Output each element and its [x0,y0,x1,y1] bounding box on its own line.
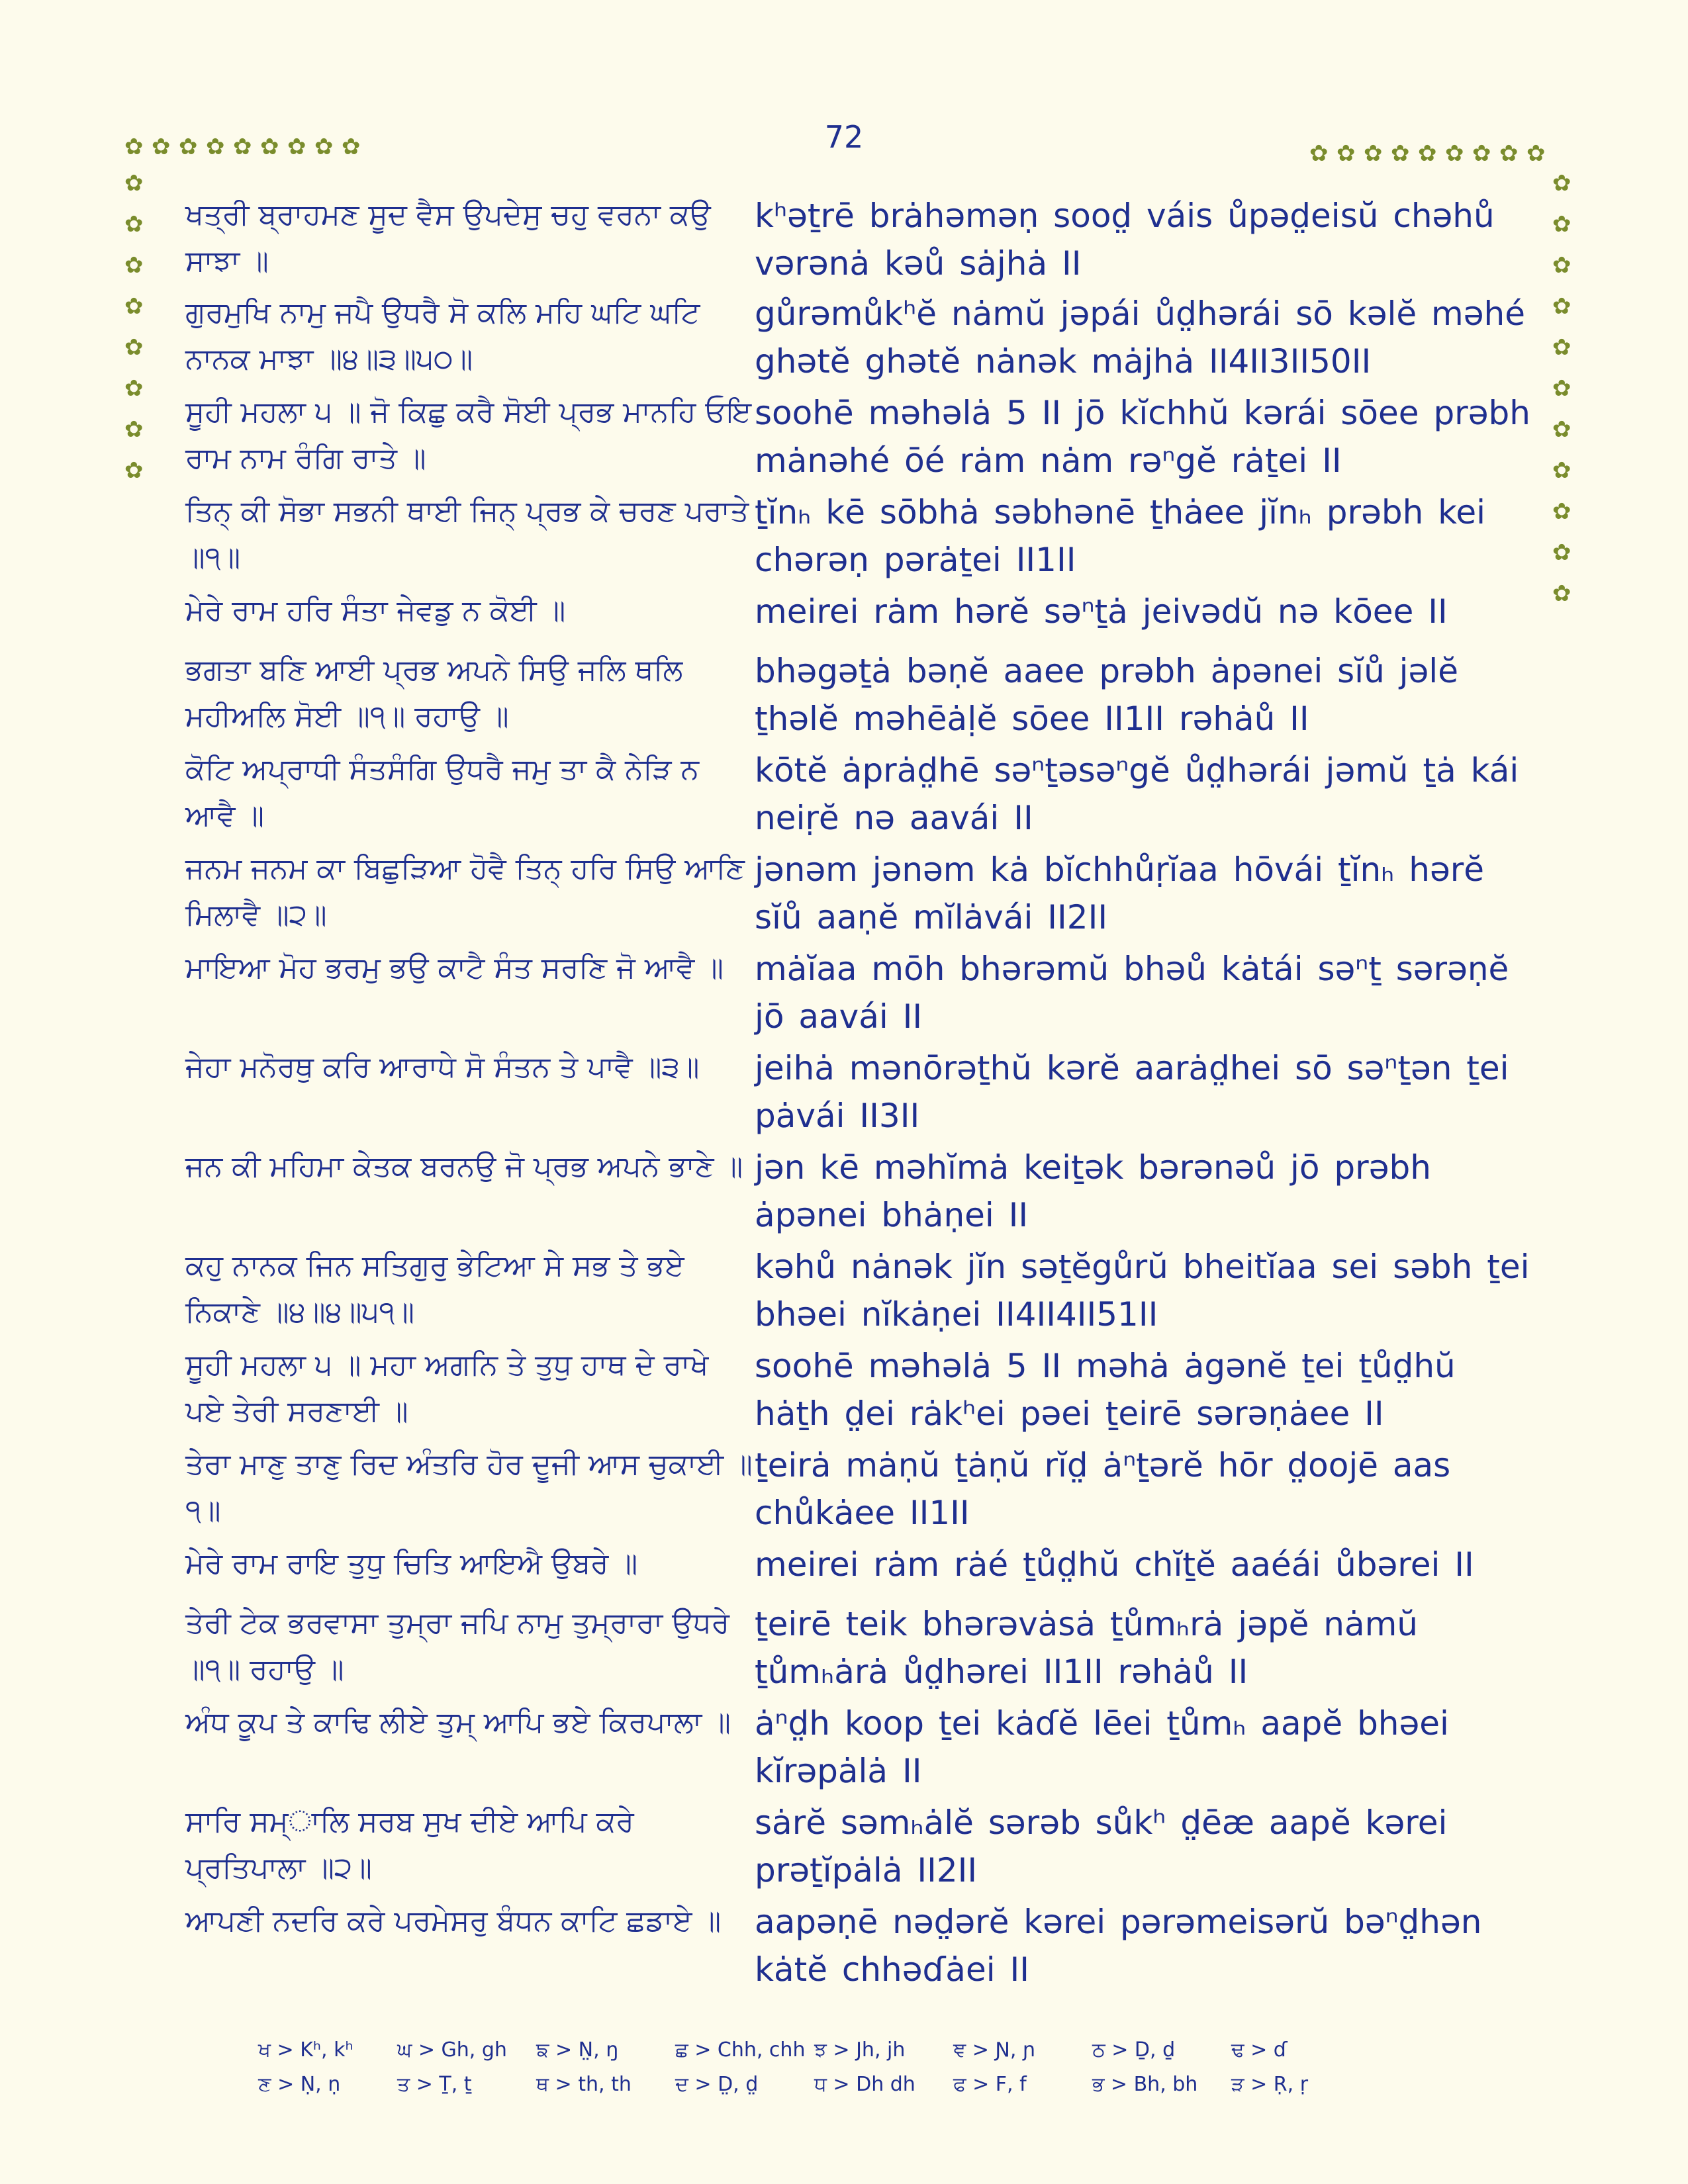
transliteration-text: meirei rȧm rȧé ṯůd̤hŭ chĭṯĕ aaéái ůbərei II [755,1545,1474,1584]
verse-table [185,192,1536,1997]
verse-row [185,647,1536,747]
flower-ornament-icon: ✿ [124,252,144,279]
transliteration-text: ṯĭnₕ kē sōbhȧ səbhənē ṯhȧee jĭnₕ prəbh kei chərəṇ pərȧṯei II1II [755,493,1485,579]
flower-ornament-icon: ✿ [124,334,144,361]
gurmukhi-text: ਸੂਹੀ ਮਹਲਾ ੫ ॥ ਮਹਾ ਅਗਨਿ ਤੇ ਤੁਧੁ ਹਾਥ ਦੇ ਰਾਖੇ ਪਏ ਤੇਰੀ ਸਰਣਾਈ ॥ [185,1348,709,1428]
key-item: ਖ > Kʰ, kʰ [258,2038,353,2062]
flower-ornament-icon: ✿ [179,134,198,160]
gurmukhi-text: ਜੇਹਾ ਮਨੋਰਥੁ ਕਰਿ ਆਰਾਧੇ ਸੋ ਸੰਤਨ ਤੇ ਪਾਵੈ ॥੩॥ [185,1050,700,1084]
transliteration-key [258,2038,1450,2107]
transliteration-text: kʰəṯrē brȧhəməṇ sood̤ váis ůpəd̤eisŭ chəhů vərənȧ kəů sȧjhȧ II [755,197,1495,283]
gurmukhi-text: ਕਹੁ ਨਾਨਕ ਜਿਨ ਸਤਿਗੁਰੁ ਭੇਟਿਆ ਸੇ ਸਭ ਤੇ ਭਏ ਨਿਕਾਣੇ ॥੪॥੪॥੫੧॥ [185,1249,684,1329]
flower-ornament-icon: ✿ [1364,140,1383,167]
flower-ornament-icon: ✿ [124,170,144,197]
verse-row [185,1243,1536,1342]
flower-ornament-icon: ✿ [1309,140,1329,167]
flower-ornament-icon: ✿ [124,211,144,238]
gurmukhi-text: ਸਾਰਿ ਸਮ੍ਾਲਿ ਸਰਬ ਸੁਖ ਦੀਏ ਆਪਿ ਕਰੇ ਪ੍ਰਤਿਪਾਲਾ ॥੨॥ [185,1805,634,1885]
flower-ornament-icon: ✿ [1499,140,1519,167]
flower-ornament-icon: ✿ [342,134,361,160]
verse-row [185,1799,1536,1898]
key-item: ਛ > Chh, chh [675,2038,806,2062]
transliteration-text: gůrəmůkʰĕ nȧmŭ jəpái ůd̤hərái sō kəlĕ məhé ghətĕ ghətĕ nȧnək mȧjhȧ II4II3II50II [755,295,1525,381]
key-row [258,2073,1450,2107]
flower-ornament-icon: ✿ [1552,334,1571,361]
verse-row [185,192,1536,290]
key-item: ਢ > ɗ [1231,2038,1288,2062]
flower-ornament-icon: ✿ [124,375,144,402]
transliteration-text: bhəgəṯȧ bəṇĕ aaee prəbh ȧpənei sĭů jəlĕ ṯhəlĕ məhēȧḷĕ sōee II1II rəhȧů II [755,652,1458,738]
key-item: ਣ > Ṇ, ṇ [258,2073,341,2096]
verse-row [185,1541,1536,1600]
flower-ornament-icon: ✿ [1552,498,1571,525]
verse-row [185,588,1536,647]
transliteration-text: kəhů nȧnək jĭn səṯĕgůrŭ bheitĭaa sei səbh ṯei bhəei nĭkȧṇei II4II4II51II [755,1248,1530,1334]
flower-ornament-icon: ✿ [1552,457,1571,484]
gurmukhi-text: ਮੇਰੇ ਰਾਮ ਰਾਇ ਤੁਧੁ ਚਿਤਿ ਆਇਐ ਉਬਰੇ ॥ [185,1547,638,1580]
key-item: ਧ > Dh dh [814,2073,915,2096]
gurmukhi-text: ਮਾਇਆ ਮੋਹ ਭਰਮੁ ਭਉ ਕਾਟੈ ਸੰਤ ਸਰਣਿ ਜੋ ਆਵੈ ॥ [185,951,724,985]
gurmukhi-text: ਖਤ੍ਰੀ ਬ੍ਰਾਹਮਣ ਸੂਦ ਵੈਸ ਉਪਦੇਸੁ ਚਹੁ ਵਰਨਾ ਕਉ ਸਾਝਾ ॥ [185,198,711,278]
key-item: ਠ > Ḏ, ḏ [1092,2038,1176,2062]
gurmukhi-text: ਗੁਰਮੁਖਿ ਨਾਮੁ ਜਪੈ ਉਧਰੈ ਸੋ ਕਲਿ ਮਹਿ ਘਟਿ ਘਟਿ ਨਾਨਕ ਮਾਝਾ ॥੪॥੩॥੫੦॥ [185,296,700,376]
transliteration-text: jeihȧ mənōrəṯhŭ kərĕ aarȧd̤hei sō səⁿṯən ṯei pȧvái II3II [755,1049,1509,1135]
gurmukhi-text: ਭਗਤਾ ਬਣਿ ਆਈ ਪ੍ਰਭ ਅਪਨੇ ਸਿਉ ਜਲਿ ਥਲਿ ਮਹੀਅਲਿ ਸੋਈ ॥੧॥ ਰਹਾਉ ॥ [185,653,683,733]
flower-ornament-icon: ✿ [1552,211,1571,238]
flower-ornament-icon: ✿ [124,134,144,160]
verse-row [185,1144,1536,1243]
gurmukhi-text: ਤਿਨ੍ ਕੀ ਸੋਭਾ ਸਭਨੀ ਥਾਈ ਜਿਨ੍ ਪ੍ਰਭ ਕੇ ਚਰਣ ਪਰਾਤੇ ॥੧॥ [185,494,749,574]
verse-row [185,1044,1536,1144]
verse-row [185,1898,1536,1997]
verse-row [185,389,1536,488]
gurmukhi-text: ਅੰਧ ਕੂਪ ਤੇ ਕਾਢਿ ਲੀਏ ਤੁਮ੍ ਆਪਿ ਭਏ ਕਿਰਪਾਲਾ ॥ [185,1706,731,1739]
transliteration-text: soohē məhəlȧ 5 II jō kĭchhŭ kərái sōee prəbh mȧnəhé ōé rȧm nȧm rəⁿgĕ rȧṯei II [755,394,1530,480]
flower-ornament-icon: ✿ [1552,252,1571,279]
verse-row [185,1700,1536,1799]
transliteration-text: ṯeirē teik bhərəvȧsȧ ṯůmₕrȧ jəpĕ nȧmŭ ṯůmₕȧrȧ ůd̤hərei II1II rəhȧů II [755,1605,1418,1691]
gurmukhi-text: ਤੇਰਾ ਮਾਣੁ ਤਾਣੁ ਰਿਦ ਅੰਤਰਿ ਹੋਰ ਦੂਜੀ ਆਸ ਚੁਕਾਈ ॥੧॥ [185,1447,753,1527]
verse-row [185,488,1536,588]
flower-ornament-icon: ✿ [1472,140,1491,167]
verse-row [185,747,1536,846]
verse-row [185,1600,1536,1700]
gurmukhi-text: ਮੇਰੇ ਰਾਮ ਹਰਿ ਸੰਤਾ ਜੇਵਡੁ ਨ ਕੋਈ ॥ [185,594,566,627]
transliteration-text: aapəṇē nəd̤ərĕ kərei pərəmeisərŭ bəⁿd̤hən kȧtĕ chhəɗȧei II [755,1903,1482,1989]
verse-row [185,846,1536,945]
key-item: ਦ > D̤, d̤ [675,2073,759,2096]
transliteration-text: kōtĕ ȧprȧd̤hē səⁿṯəsəⁿgĕ ůd̤hərái jəmŭ ṯȧ kái neiṛĕ nə aavái II [755,751,1519,837]
flower-ornament-icon: ✿ [1552,539,1571,566]
key-item: ੜ > Ṛ, ṛ [1231,2073,1309,2096]
transliteration-text: jən kē məhĭmȧ keiṯək bərənəů jō prəbh ȧpənei bhȧṇei II [755,1148,1431,1234]
flower-ornament-icon: ✿ [124,416,144,443]
verse-row [185,1441,1536,1541]
flower-ornament-icon: ✿ [1336,140,1356,167]
transliteration-text: soohē məhəlȧ 5 II məhȧ ȧgənĕ ṯei ṯůd̤hŭ hȧṯh d̤ei rȧkʰei pəei ṯeirē sərəṇȧee II [755,1347,1456,1433]
key-item: ਙ > N̤, ŋ [536,2038,619,2062]
key-item: ਭ > Bh, bh [1092,2073,1198,2096]
key-item: ਤ > Ṯ, ṯ [397,2073,472,2096]
gurmukhi-text: ਕੋਟਿ ਅਪ੍ਰਾਧੀ ਸੰਤਸੰਗਿ ਉਧਰੈ ਜਮੁ ਤਾ ਕੈ ਨੇੜਿ ਨ ਆਵੈ ॥ [185,752,700,833]
flower-ornament-icon: ✿ [1418,140,1437,167]
key-row [258,2038,1450,2073]
flower-ornament-icon: ✿ [1526,140,1546,167]
key-item: ਞ > Ɲ, ɲ [953,2038,1036,2062]
gurmukhi-text: ਆਪਣੀ ਨਦਰਿ ਕਰੇ ਪਰਮੇਸਰੁ ਬੰਧਨ ਕਾਟਿ ਛਡਾਏ ॥ [185,1904,722,1938]
key-item: ਫ > F, f [953,2073,1027,2096]
verse-row [185,1342,1536,1441]
verse-row [185,945,1536,1044]
transliteration-text: ȧⁿd̤h koop ṯei kȧɗĕ lēei ṯůmₕ aapĕ bhəei kĭrəpȧlȧ II [755,1704,1449,1790]
flower-ornament-icon: ✿ [1552,375,1571,402]
verse-row [185,290,1536,389]
gurmukhi-text: ਸੂਹੀ ਮਹਲਾ ੫ ॥ ਜੋ ਕਿਛੁ ਕਰੈ ਸੋਈ ਪ੍ਰਭ ਮਾਨਹਿ ਓਇ ਰਾਮ ਨਾਮ ਰੰਗਿ ਰਾਤੇ ॥ [185,395,752,475]
flower-ornament-icon: ✿ [233,134,252,160]
flower-ornament-icon: ✿ [206,134,225,160]
transliteration-text: mȧĭaa mōh bhərəmŭ bhəů kȧtái səⁿṯ sərəṇĕ jō aavái II [755,950,1509,1036]
flower-ornament-icon: ✿ [314,134,334,160]
flower-ornament-icon: ✿ [1552,170,1571,197]
flower-ornament-icon: ✿ [260,134,279,160]
key-item: ਥ > th, th [536,2073,632,2096]
gurmukhi-text: ਜਨ ਕੀ ਮਹਿਮਾ ਕੇਤਕ ਬਰਨਉ ਜੋ ਪ੍ਰਭ ਅਪਨੇ ਭਾਣੇ ॥ [185,1150,743,1183]
flower-ornament-icon: ✿ [287,134,306,160]
flower-ornament-icon: ✿ [1552,416,1571,443]
transliteration-text: meirei rȧm hərĕ səⁿṯȧ jeivədŭ nə kōee II [755,592,1448,631]
flower-ornament-icon: ✿ [1445,140,1464,167]
page-number: 72 [824,119,864,155]
transliteration-text: sȧrĕ səmₕȧlĕ sərəb sůkʰ d̤ēæ aapĕ kərei prəṯĭpȧlȧ II2II [755,1803,1448,1889]
flower-ornament-icon: ✿ [1391,140,1410,167]
key-item: ਘ > Gh, gh [397,2038,507,2062]
transliteration-text: jənəm jənəm kȧ bĭchhůṛĭaa hōvái ṯĭnₕ hərĕ sĭů aaṇĕ mĭlȧvái II2II [755,850,1485,936]
flower-ornament-icon: ✿ [152,134,171,160]
transliteration-text: ṯeirȧ mȧṇŭ ṯȧṇŭ rĭd̤ ȧⁿṯərĕ hōr d̤oojē aas chůkȧee II1II [755,1446,1451,1532]
flower-ornament-icon: ✿ [124,457,144,484]
flower-ornament-icon: ✿ [1552,580,1571,607]
flower-ornament-icon: ✿ [1552,293,1571,320]
flower-ornament-icon: ✿ [124,293,144,320]
key-item: ਝ > Jh, jh [814,2038,906,2062]
gurmukhi-text: ਤੇਰੀ ਟੇਕ ਭਰਵਾਸਾ ਤੁਮ੍ਰਾ ਜਪਿ ਨਾਮੁ ਤੁਮ੍ਰਾਰਾ ਉਧਰੇ ॥੧॥ ਰਹਾਉ ॥ [185,1606,730,1686]
gurmukhi-text: ਜਨਮ ਜਨਮ ਕਾ ਬਿਛੁੜਿਆ ਹੋਵੈ ਤਿਨ੍ ਹਰਿ ਸਿਉ ਆਣਿ ਮਿਲਾਵੈ ॥੨॥ [185,852,745,932]
